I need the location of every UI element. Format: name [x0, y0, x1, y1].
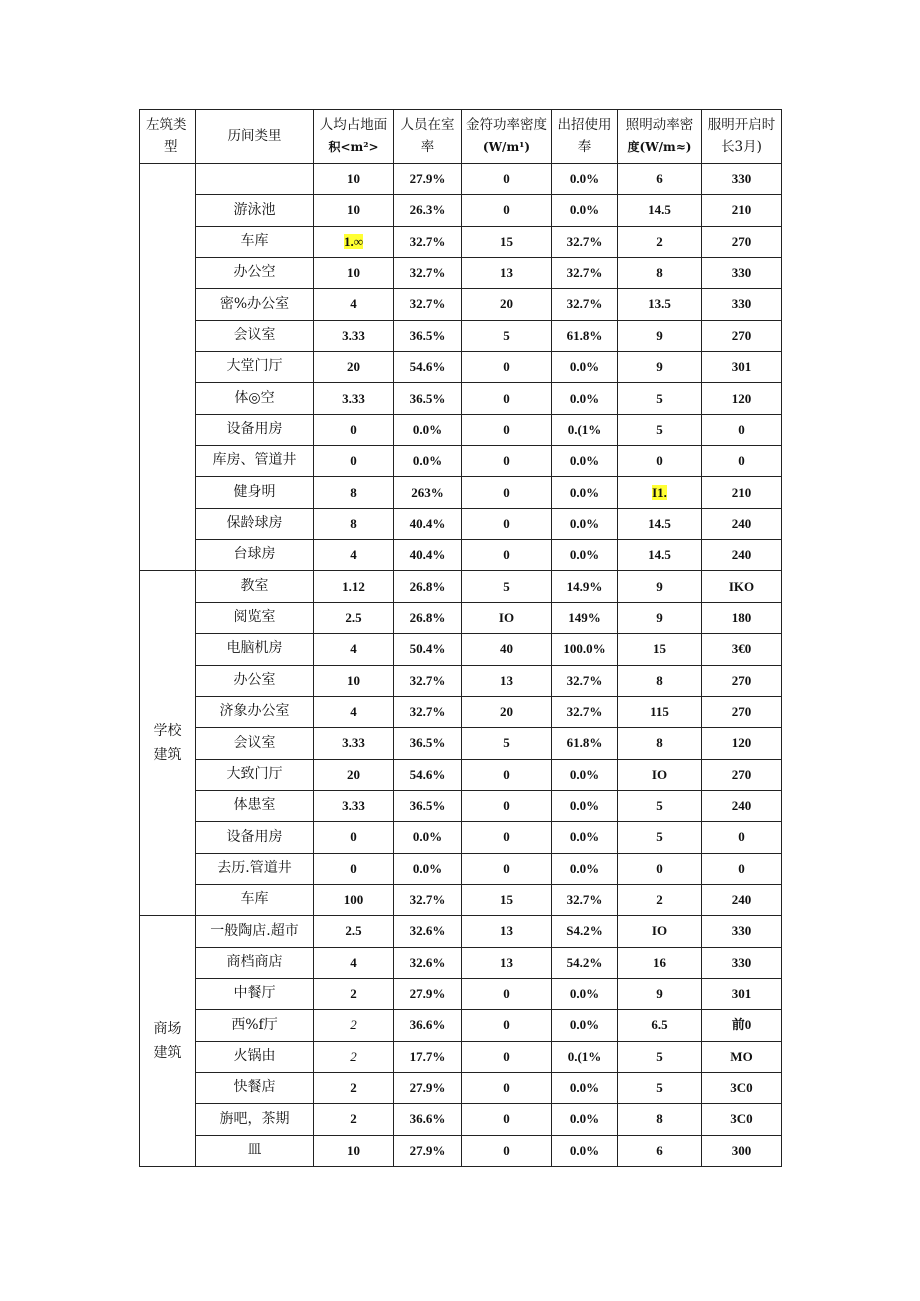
value-cell: 3€0: [702, 634, 782, 665]
value-cell: 2.5: [314, 602, 394, 633]
value-cell: 40.4%: [394, 508, 462, 539]
room-type-cell: 皿: [196, 1135, 314, 1166]
value-cell: 3C0: [702, 1104, 782, 1135]
value-cell: 13: [462, 665, 552, 696]
value-cell: 2: [314, 978, 394, 1009]
value-cell: 13: [462, 916, 552, 947]
value-cell: 6: [618, 164, 702, 195]
value-cell: 0: [462, 790, 552, 821]
room-type-cell: 车库: [196, 884, 314, 915]
value-cell: 0: [462, 1010, 552, 1041]
value-cell: 15: [462, 884, 552, 915]
value-cell: 3.33: [314, 383, 394, 414]
value-cell: 5: [618, 1041, 702, 1072]
value-cell: 54.2%: [552, 947, 618, 978]
value-cell: 330: [702, 947, 782, 978]
room-type-cell: 会议室: [196, 320, 314, 351]
value-cell: 0.0%: [552, 759, 618, 790]
table-row: [140, 602, 782, 633]
value-cell: 0.0%: [552, 1072, 618, 1103]
value-cell: IKO: [702, 571, 782, 602]
table-row: [140, 1072, 782, 1103]
value-cell: 61.8%: [552, 320, 618, 351]
value-cell: 36.6%: [394, 1010, 462, 1041]
header-building-type: 左筑类 型: [140, 110, 196, 164]
value-cell: 14.9%: [552, 571, 618, 602]
value-cell: 8: [314, 477, 394, 508]
value-cell: 0.0%: [552, 195, 618, 226]
value-cell: 0: [462, 822, 552, 853]
value-cell: 0.0%: [552, 822, 618, 853]
value-cell: 10: [314, 164, 394, 195]
value-cell: 0: [462, 978, 552, 1009]
value-cell: 0: [462, 508, 552, 539]
value-cell: 9: [618, 320, 702, 351]
value-cell: 0.0%: [552, 352, 618, 383]
value-cell: 15: [618, 634, 702, 665]
value-cell: 36.5%: [394, 728, 462, 759]
table-row: [140, 1041, 782, 1072]
value-cell: 5: [462, 728, 552, 759]
value-cell: 36.6%: [394, 1104, 462, 1135]
value-cell: 0.(1%: [552, 1041, 618, 1072]
value-cell: 0.0%: [552, 1010, 618, 1041]
value-cell: 0.0%: [394, 414, 462, 445]
room-type-cell: 设备用房: [196, 822, 314, 853]
value-cell: 0.0%: [552, 1135, 618, 1166]
room-type-cell: 阅览室: [196, 602, 314, 633]
value-cell: 36.5%: [394, 790, 462, 821]
value-cell: 4: [314, 696, 394, 727]
value-cell: 8: [314, 508, 394, 539]
value-cell: 2: [314, 1010, 394, 1041]
value-cell: 5: [618, 1072, 702, 1103]
value-cell: 120: [702, 728, 782, 759]
value-cell: 1.12: [314, 571, 394, 602]
room-type-cell: 旃吧，茶期: [196, 1104, 314, 1135]
value-cell: 270: [702, 665, 782, 696]
value-cell: 20: [314, 352, 394, 383]
value-cell: 270: [702, 759, 782, 790]
value-cell: 2.5: [314, 916, 394, 947]
room-type-cell: 办公空: [196, 258, 314, 289]
table-row: [140, 884, 782, 915]
value-cell: 0: [462, 1072, 552, 1103]
room-type-cell: 密%办公室: [196, 289, 314, 320]
value-cell: 32.7%: [552, 665, 618, 696]
value-cell: 32.7%: [394, 696, 462, 727]
building-category-cell: [140, 164, 196, 571]
table-row: [140, 164, 782, 195]
value-cell: 20: [462, 289, 552, 320]
table-row: [140, 414, 782, 445]
value-cell: 240: [702, 508, 782, 539]
value-cell: 0: [702, 853, 782, 884]
value-cell: 240: [702, 884, 782, 915]
room-type-cell: 教室: [196, 571, 314, 602]
room-type-cell: 设备用房: [196, 414, 314, 445]
header-occupancy-rate: 人员在室 率: [394, 110, 462, 164]
value-cell: 2: [314, 1041, 394, 1072]
value-cell: 0.(1%: [552, 414, 618, 445]
room-type-cell: 商档商店: [196, 947, 314, 978]
room-type-cell: 一般陶店.超市: [196, 916, 314, 947]
value-cell: 5: [618, 383, 702, 414]
value-cell: 0.0%: [552, 164, 618, 195]
table-row: [140, 1135, 782, 1166]
table-row: [140, 383, 782, 414]
room-type-cell: 办公室: [196, 665, 314, 696]
table-row: [140, 508, 782, 539]
table-row: [140, 759, 782, 790]
value-cell: 32.7%: [394, 289, 462, 320]
value-cell: 36.5%: [394, 383, 462, 414]
table-row: [140, 728, 782, 759]
value-cell: 9: [618, 352, 702, 383]
value-cell: 27.9%: [394, 1135, 462, 1166]
header-equipment-power-density: 金符功率密度 (W/m¹): [462, 110, 552, 164]
value-cell: 270: [702, 696, 782, 727]
value-cell: 54.6%: [394, 759, 462, 790]
value-cell: 0: [462, 1104, 552, 1135]
value-cell: 330: [702, 289, 782, 320]
value-cell: 6.5: [618, 1010, 702, 1041]
value-cell: 50.4%: [394, 634, 462, 665]
value-cell: 14.5: [618, 195, 702, 226]
value-cell: 0: [702, 822, 782, 853]
value-cell: 9: [618, 978, 702, 1009]
value-cell: 0: [314, 822, 394, 853]
value-cell: MO: [702, 1041, 782, 1072]
value-cell: 270: [702, 320, 782, 351]
value-cell: 3.33: [314, 728, 394, 759]
value-cell: 13: [462, 258, 552, 289]
value-cell: 2: [314, 1072, 394, 1103]
room-type-cell: 保龄球房: [196, 508, 314, 539]
value-cell: 20: [314, 759, 394, 790]
value-cell: 32.7%: [552, 696, 618, 727]
table-header: [140, 110, 782, 164]
value-cell: 27.9%: [394, 978, 462, 1009]
table-row: [140, 1104, 782, 1135]
value-cell: 0: [314, 414, 394, 445]
value-cell: 26.8%: [394, 571, 462, 602]
table-row: [140, 289, 782, 320]
table-row: [140, 978, 782, 1009]
value-cell: 0.0%: [552, 790, 618, 821]
value-cell: 0.0%: [552, 540, 618, 571]
value-cell: 40.4%: [394, 540, 462, 571]
header-equipment-usage-rate: 出招使用 奉: [552, 110, 618, 164]
table-body: [140, 164, 782, 1167]
room-type-cell: 车库: [196, 226, 314, 257]
value-cell: 2: [618, 884, 702, 915]
value-cell: 330: [702, 916, 782, 947]
value-cell: 0: [462, 540, 552, 571]
value-cell: 0: [618, 446, 702, 477]
value-cell: 1.∞: [314, 226, 394, 257]
value-cell: 0.0%: [552, 978, 618, 1009]
value-cell: 0: [314, 853, 394, 884]
value-cell: 15: [462, 226, 552, 257]
value-cell: 4: [314, 947, 394, 978]
room-type-cell: 大堂门厅: [196, 352, 314, 383]
header-room-type: 历间类里: [196, 110, 314, 164]
value-cell: 10: [314, 195, 394, 226]
value-cell: 61.8%: [552, 728, 618, 759]
room-type-cell: 西%f厅: [196, 1010, 314, 1041]
table-row: [140, 258, 782, 289]
table-row: [140, 1010, 782, 1041]
value-cell: 26.3%: [394, 195, 462, 226]
value-cell: 10: [314, 1135, 394, 1166]
value-cell: 0.0%: [394, 822, 462, 853]
value-cell: IO: [618, 759, 702, 790]
value-cell: 32.7%: [394, 226, 462, 257]
value-cell: 0.0%: [394, 853, 462, 884]
value-cell: 0: [462, 195, 552, 226]
value-cell: 180: [702, 602, 782, 633]
value-cell: 4: [314, 634, 394, 665]
value-cell: 330: [702, 258, 782, 289]
value-cell: 300: [702, 1135, 782, 1166]
header-area-per-person: 人均占地面 积<m²>: [314, 110, 394, 164]
value-cell: 0: [618, 853, 702, 884]
value-cell: 0: [462, 383, 552, 414]
value-cell: 0: [462, 1041, 552, 1072]
value-cell: S4.2%: [552, 916, 618, 947]
value-cell: 前0: [702, 1010, 782, 1041]
value-cell: 0.0%: [552, 446, 618, 477]
room-type-cell: 大致门厅: [196, 759, 314, 790]
table-row: [140, 665, 782, 696]
value-cell: 5: [618, 790, 702, 821]
value-cell: 120: [702, 383, 782, 414]
value-cell: 32.6%: [394, 947, 462, 978]
value-cell: 3.33: [314, 320, 394, 351]
value-cell: 5: [618, 414, 702, 445]
room-type-cell: 火锅由: [196, 1041, 314, 1072]
value-cell: 240: [702, 540, 782, 571]
value-cell: 32.6%: [394, 916, 462, 947]
value-cell: 20: [462, 696, 552, 727]
value-cell: 0: [462, 446, 552, 477]
room-type-cell: 台球房: [196, 540, 314, 571]
room-type-cell: 快餐店: [196, 1072, 314, 1103]
room-type-cell: 库房、管道井: [196, 446, 314, 477]
value-cell: 3.33: [314, 790, 394, 821]
table-row: [140, 696, 782, 727]
value-cell: 10: [314, 665, 394, 696]
value-cell: 0: [702, 414, 782, 445]
value-cell: 0.0%: [552, 508, 618, 539]
value-cell: 2: [618, 226, 702, 257]
room-type-cell: 体◎空: [196, 383, 314, 414]
table-row: [140, 571, 782, 602]
value-cell: 0.0%: [552, 477, 618, 508]
value-cell: 36.5%: [394, 320, 462, 351]
value-cell: 32.7%: [552, 884, 618, 915]
table-row: [140, 320, 782, 351]
value-cell: 0: [702, 446, 782, 477]
value-cell: 149%: [552, 602, 618, 633]
header-lighting-power-density: 照明动率密 度(W/m≈): [618, 110, 702, 164]
value-cell: 32.7%: [394, 884, 462, 915]
table-row: [140, 352, 782, 383]
value-cell: 3C0: [702, 1072, 782, 1103]
value-cell: 301: [702, 352, 782, 383]
value-cell: 115: [618, 696, 702, 727]
table-row: [140, 446, 782, 477]
building-category-cell: 学校 建筑: [140, 571, 196, 916]
value-cell: 9: [618, 571, 702, 602]
value-cell: 0.0%: [552, 383, 618, 414]
value-cell: IO: [618, 916, 702, 947]
room-type-cell: 健身明: [196, 477, 314, 508]
table-row: [140, 916, 782, 947]
room-type-cell: 济象办公室: [196, 696, 314, 727]
value-cell: 0: [314, 446, 394, 477]
value-cell: 32.7%: [552, 258, 618, 289]
energy-parameters-table: [139, 109, 782, 1167]
value-cell: 14.5: [618, 540, 702, 571]
value-cell: 0.0%: [394, 446, 462, 477]
value-cell: 13: [462, 947, 552, 978]
table-row: [140, 226, 782, 257]
value-cell: 32.7%: [552, 289, 618, 320]
table-row: [140, 634, 782, 665]
value-cell: 40: [462, 634, 552, 665]
value-cell: 4: [314, 540, 394, 571]
value-cell: 32.7%: [394, 258, 462, 289]
value-cell: 14.5: [618, 508, 702, 539]
value-cell: 301: [702, 978, 782, 1009]
value-cell: 0: [462, 164, 552, 195]
building-category-cell: 商场 建筑: [140, 916, 196, 1167]
value-cell: 2: [314, 1104, 394, 1135]
table-row: [140, 540, 782, 571]
value-cell: 8: [618, 728, 702, 759]
value-cell: 0.0%: [552, 1104, 618, 1135]
value-cell: 0.0%: [552, 853, 618, 884]
value-cell: 0: [462, 1135, 552, 1166]
value-cell: 8: [618, 665, 702, 696]
value-cell: 13.5: [618, 289, 702, 320]
value-cell: 100.0%: [552, 634, 618, 665]
value-cell: 9: [618, 602, 702, 633]
room-type-cell: 游泳池: [196, 195, 314, 226]
value-cell: 32.7%: [394, 665, 462, 696]
value-cell: 6: [618, 1135, 702, 1166]
table-row: [140, 195, 782, 226]
value-cell: 27.9%: [394, 1072, 462, 1103]
room-type-cell: [196, 164, 314, 195]
room-type-cell: 体患室: [196, 790, 314, 821]
value-cell: 26.8%: [394, 602, 462, 633]
table-row: [140, 790, 782, 821]
value-cell: 54.6%: [394, 352, 462, 383]
value-cell: 0: [462, 477, 552, 508]
room-type-cell: 去历.管道井: [196, 853, 314, 884]
value-cell: 0: [462, 352, 552, 383]
value-cell: 8: [618, 1104, 702, 1135]
header-lighting-hours: 服明开启时 长3月): [702, 110, 782, 164]
value-cell: 270: [702, 226, 782, 257]
table-row: [140, 947, 782, 978]
value-cell: 0: [462, 414, 552, 445]
value-cell: 100: [314, 884, 394, 915]
value-cell: 27.9%: [394, 164, 462, 195]
value-cell: 4: [314, 289, 394, 320]
value-cell: 32.7%: [552, 226, 618, 257]
value-cell: 8: [618, 258, 702, 289]
value-cell: 263%: [394, 477, 462, 508]
value-cell: 17.7%: [394, 1041, 462, 1072]
value-cell: 330: [702, 164, 782, 195]
value-cell: 10: [314, 258, 394, 289]
room-type-cell: 中餐厅: [196, 978, 314, 1009]
room-type-cell: 电脑机房: [196, 634, 314, 665]
value-cell: 0: [462, 759, 552, 790]
value-cell: 0: [462, 853, 552, 884]
room-type-cell: 会议室: [196, 728, 314, 759]
table-row: [140, 477, 782, 508]
table-row: [140, 853, 782, 884]
value-cell: 210: [702, 477, 782, 508]
value-cell: I1.: [618, 477, 702, 508]
value-cell: 240: [702, 790, 782, 821]
value-cell: 210: [702, 195, 782, 226]
table-row: [140, 822, 782, 853]
value-cell: 5: [618, 822, 702, 853]
value-cell: 5: [462, 571, 552, 602]
value-cell: IO: [462, 602, 552, 633]
value-cell: 16: [618, 947, 702, 978]
value-cell: 5: [462, 320, 552, 351]
